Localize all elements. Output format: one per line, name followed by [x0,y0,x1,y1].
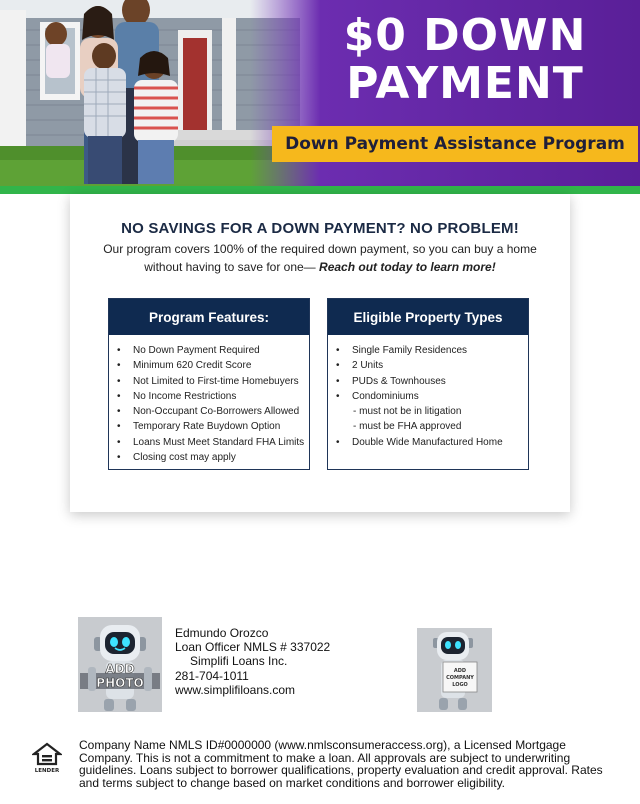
add-photo-label-1: ADD [105,662,135,676]
property-types-heading: Eligible Property Types [328,299,528,335]
property-item: • PUDs & Townhouses [336,374,522,389]
add-company-logo-placeholder[interactable] [417,628,492,712]
feature-item: • Loans Must Meet Standard FHA Limits [117,435,303,450]
property-types-list [328,335,528,450]
card-subtext-cta: Reach out today to learn more! [319,260,496,274]
program-features-list [109,335,309,465]
officer-title-nmls: Loan Officer NMLS # 337022 [175,640,331,655]
card-headline: NO SAVINGS FOR A DOWN PAYMENT? NO PROBLEM! [121,220,519,237]
program-features-heading: Program Features: [109,299,309,335]
equal-housing-lender-icon [32,742,62,774]
officer-website[interactable]: www.simplifiloans.com [175,682,296,697]
robot-icon [78,617,162,712]
hero-title-line2: PAYMENT [346,58,584,109]
officer-company: Simplifi Loans Inc. [190,654,288,669]
hero-banner [0,0,640,186]
property-item: • Condominiums [336,389,522,404]
property-item: • Double Wide Manufactured Home [336,435,522,450]
property-sub-item: - must not be in litigation [353,406,462,418]
feature-item: • Closing cost may apply [117,450,303,465]
officer-phone[interactable]: 281-704-1011 [175,668,249,683]
robot-logo-icon [417,628,492,712]
program-features-box [108,298,310,470]
legal-disclaimer: Company Name NMLS ID#0000000 (www.nmlsconsumeraccess.org), a Licensed Mortgage Company. This is not a commitment to make a loan. All approvals are subject to underwriting guidelines. Loans subject to borrower qualifications, property evaluation and credit approval. Rates and terms subject to change based on market conditions and borrower eligibility. [79,738,603,790]
card-subtext-body: Our program covers 100% of the required down payment, so you can buy a home without having to save for one— [103,242,537,274]
property-types-box [327,298,529,470]
logo-label-2: COMPANY [446,675,474,681]
feature-item: • Minimum 620 Credit Score [117,358,303,373]
hero-title-line1: $0 DOWN [343,10,587,61]
feature-item: • Non-Occupant Co-Borrowers Allowed [117,404,303,419]
add-photo-label-2: PHOTO [96,676,144,690]
feature-item: • No Down Payment Required [117,343,303,358]
logo-label-3: LOGO [452,682,468,688]
green-divider [0,186,640,194]
card-subtext [100,240,540,276]
ehl-label: LENDER [34,768,60,774]
property-sub-item: - must be FHA approved [353,421,462,433]
add-photo-placeholder[interactable] [78,617,162,712]
officer-name: Edmundo Orozco [175,626,269,640]
feature-item: • Temporary Rate Buydown Option [117,419,303,434]
property-item: • Single Family Residences [336,343,522,358]
logo-label-1: ADD [453,668,467,674]
feature-item: • No Income Restrictions [117,389,303,404]
loan-officer-contact [175,626,330,697]
program-banner [272,126,638,162]
property-item: • 2 Units [336,358,522,373]
feature-item: • Not Limited to First-time Homebuyers [117,374,303,389]
info-card [70,194,570,512]
program-banner-text: Down Payment Assistance Program [285,134,625,154]
